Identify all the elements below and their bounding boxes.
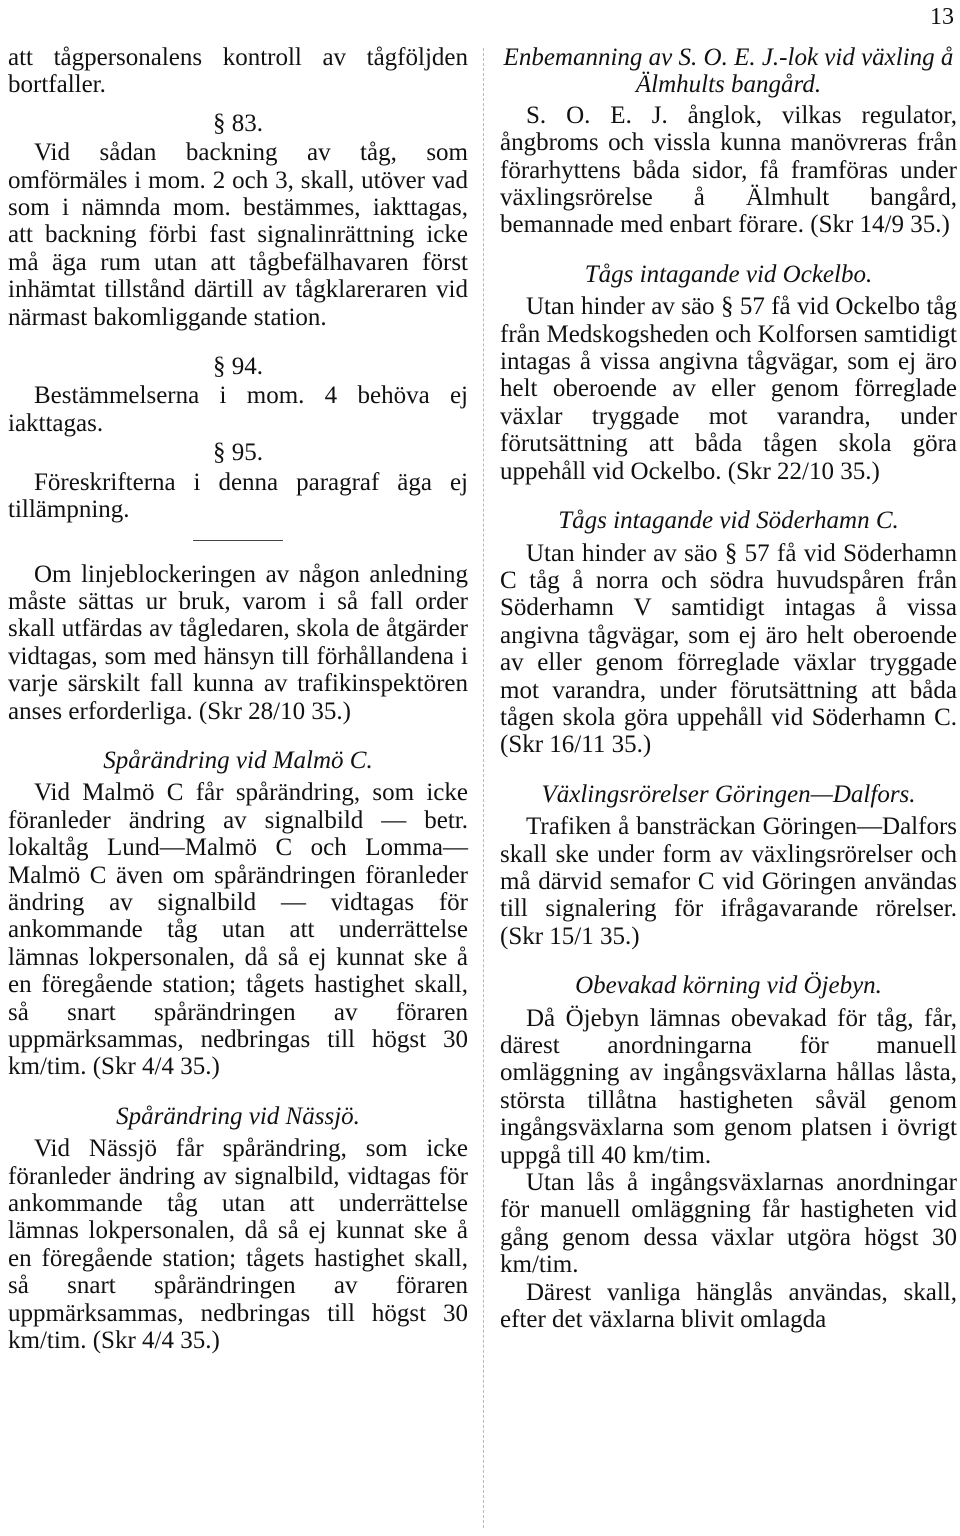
section-94-text: Bestämmelserna i mom. 4 behöva ej iakttagas. (8, 382, 468, 437)
ojebyn-text-2: Utan lås å ingångsväxlarnas anordningar för manuell omläggning får hastigheten vid gång genom dessa växlar utgöra högst 30 km/tim. (500, 1169, 957, 1279)
ojebyn-text-3: Därest vanliga hänglås användas, skall, efter det växlarna blivit omlagda (500, 1278, 957, 1334)
section-83-title: § 83. (213, 109, 263, 137)
ojebyn-heading: Obevakad körning vid Öjebyn. (575, 972, 882, 1000)
nassjo-heading: Spårändring vid Nässjö. (116, 1102, 360, 1130)
malmo-text: Vid Malmö C får spårändring, som icke föranleder ändring av signalbild — betr. lokaltåg Lund—Malmö C och Lomma—Malmö C även om spårändringen föranleder ändring av signalbild — vidtagas för ankommande tåg utan att underrättelse lämnas lokpersonalen, då så ej kunnat ske å en föregående station; tågets hastighet skall, så snart spårändringen av föraren uppmärksammas, nedbringas till högst 30 km/tim. (Skr 4/4 35.) (8, 779, 468, 1081)
section-94-title: § 94. (213, 353, 263, 381)
goringen-text: Trafiken å bansträckan Göringen—Dalfors skall ske under form av växlingsrörelser och må därvid semafor C vid Göringen användas till signalering för ifrågavarande rörelser. (Skr 15/1 35.) (500, 813, 957, 950)
goringen-heading: Växlingsrörelser Göringen—Dalfors. (541, 780, 916, 808)
soderhamn-text: Utan hinder av säo § 57 få vid Söderhamn C tåg å norra och södra huvudspåren från Söderhamn V samtidigt intagas å vissa angivna tågvägar, som ej äro helt oberoende av eller genom förreglade växlar tryggade mot varandra, under förutsättning att båda tågen skola göra uppehåll vid Söderhamn C. (Skr 16/11 35.) (500, 539, 957, 759)
column-divider (483, 48, 484, 1528)
paragraph-continuation: att tågpersonalens kontroll av tågföljden bortfaller. (8, 44, 468, 99)
section-83-text: Vid sådan backning av tåg, som omförmäles i mom. 2 och 3, skall, utöver vad som i nämnda mom. bestämmes, iakttagas, att backning förbi fast signalinrättning icke må äga rum utan att tågbefälhavaren först inhämtat tillstånd därtill av tågklareraren vid närmast bakomliggande station. (8, 139, 468, 331)
right-column (500, 44, 957, 1333)
left-column (8, 44, 468, 1354)
ockelbo-text: Utan hinder av säo § 57 få vid Ockelbo tåg från Medskogsheden och Kolforsen samtidigt intagas å vissa angivna tågvägar, som ej äro helt oberoende av eller genom förreglade växlar tryggade mot varandra, under förutsättning att båda tågen skola göra uppehåll vid Ockelbo. (Skr 22/10 35.) (500, 293, 957, 485)
section-separator-rule (193, 540, 283, 541)
soej-text: S. O. E. J. ånglok, vilkas regulator, ångbroms och vissla kunna manövreras från förarhyttens båda sidor, få framföras under växlingsrörelse å Älmhult bangård, bemannade med enbart förare. (Skr 14/9 35.) (500, 101, 957, 239)
section-95-text: Föreskrifterna i denna paragraf äga ej tillämpning. (8, 468, 468, 524)
soderhamn-heading: Tågs intagande vid Söderhamn C. (558, 507, 899, 535)
page-number: 13 (930, 4, 954, 30)
linjeblockering-text: Om linjeblockeringen av någon anledning måste sättas ur bruk, varom i så fall order skall utfärdas av tågledaren, skola de åtgärder vidtagas, som med hänsyn till förhållandena i varje särskilt fall kunna av trafikinspektören anses erforderliga. (Skr 28/10 35.) (8, 560, 468, 725)
nassjo-text: Vid Nässjö får spårändring, som icke föranleder ändring av signalbild, vidtagas för ankommande tåg utan att underrättelse lämnas lokpersonalen, då så ej kunnat ske å en föregående station; tågets hastighet skall, så snart spårändringen av föraren uppmärksammas, nedbringas till högst 30 km/tim. (Skr 4/4 35.) (8, 1135, 468, 1355)
soej-heading: Enbemanning av S. O. E. J.-lok vid växling å Älmhults bangård. (503, 44, 954, 99)
malmo-heading: Spårändring vid Malmö C. (103, 746, 373, 774)
section-95-title: § 95. (213, 439, 263, 467)
ockelbo-heading: Tågs intagande vid Ockelbo. (584, 260, 873, 288)
ojebyn-text-1: Då Öjebyn lämnas obevakad för tåg, får, därest anordningarna för manuell omläggning av ingångsväxlarna hållas låsta, största tillåtna hastigheten såväl genom ingångsväxlarna som genom platsen i övrigt uppgå till 40 km/tim. (500, 1004, 957, 1169)
